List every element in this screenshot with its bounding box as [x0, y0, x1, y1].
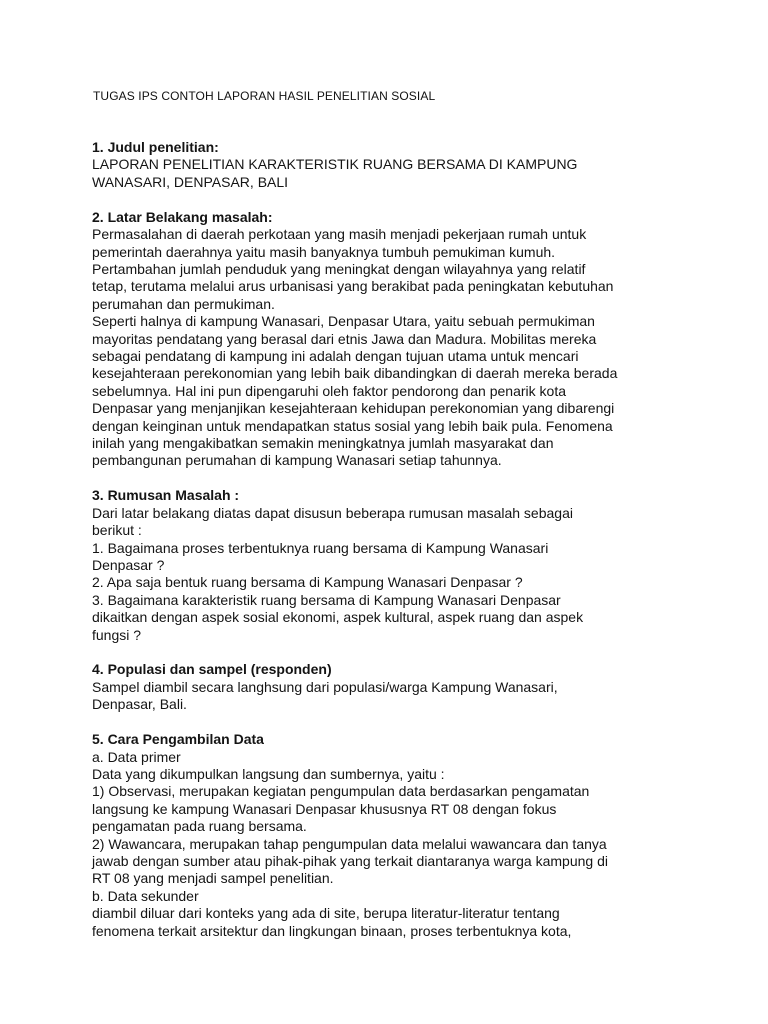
paragraph-line: dengan keinginan untuk mendapatkan status sosial yang lebih baik pula. Fenomena [92, 417, 613, 434]
paragraph-line: 1) Observasi, merupakan kegiatan pengumpulan data berdasarkan pengamatan [92, 783, 590, 800]
paragraph-line: Dari latar belakang diatas dapat disusun beberapa rumusan masalah sebagai [92, 504, 573, 521]
paragraph-line: b. Data sekunder [92, 887, 199, 904]
paragraph-line: a. Data primer [92, 748, 181, 765]
paragraph-line: Denpasar ? [92, 556, 165, 573]
paragraph-line: pembangunan perumahan di kampung Wanasari setiap tahunnya. [92, 452, 502, 469]
paragraph-line: 2. Apa saja bentuk ruang bersama di Kampung Wanasari Denpasar ? [92, 574, 523, 591]
document-section [92, 661, 692, 713]
paragraph-line: inilah yang mengakibatkan semakin meningkatnya jumlah masyarakat dan [92, 435, 554, 451]
paragraph-line: LAPORAN PENELITIAN KARAKTERISTIK RUANG BERSAMA DI KAMPUNG [92, 156, 578, 173]
paragraph-line: RT 08 yang menjadi sampel penelitian. [92, 870, 334, 887]
paragraph-line: Permasalahan di daerah perkotaan yang masih menjadi pekerjaan rumah untuk [92, 226, 587, 243]
paragraph-line: langsung ke kampung Wanasari Denpasar khususnya RT 08 dengan fokus [92, 800, 557, 817]
document-body [92, 139, 692, 958]
paragraph-line: 3. Bagaimana karakteristik ruang bersama di Kampung Wanasari Denpasar [92, 591, 561, 608]
paragraph-line: tetap, terutama melalui arus urbanisasi yang berakibat pada peningkatan kebutuhan [92, 278, 614, 295]
paragraph-line: WANASARI, DENPASAR, BALI [92, 173, 289, 190]
paragraph-line: Denpasar, Bali. [92, 696, 187, 713]
paragraph-line: mayoritas pendatang yang berasal dari etnis Jawa dan Madura. Mobilitas mereka [92, 330, 597, 347]
paragraph-line: fenomena terkait arsitektur dan lingkungan binaan, proses terbentuknya kota, [92, 922, 572, 939]
document-section [92, 139, 692, 191]
paragraph-line: kesejahteraan perekonomian yang lebih baik dibandingkan di daerah mereka berada [92, 365, 618, 382]
section-heading: 3. Rumusan Masalah : [92, 487, 240, 504]
paragraph-line: Seperti halnya di kampung Wanasari, Denpasar Utara, yaitu sebuah permukiman [92, 313, 595, 330]
section-heading: 1. Judul penelitian: [92, 139, 219, 155]
document-title: TUGAS IPS CONTOH LAPORAN HASIL PENELITIAN SOSIAL [93, 89, 436, 103]
paragraph-line: fungsi ? [92, 626, 142, 643]
paragraph-line: jawab dengan sumber atau pihak-pihak yang terkait diantaranya warga kampung di [92, 853, 608, 870]
document-section [92, 209, 692, 470]
paragraph-line: 2) Wawancara, merupakan tahap pengumpulan data melalui wawancara dan tanya [92, 835, 607, 852]
paragraph-line: berikut : [92, 522, 142, 539]
section-heading: 2. Latar Belakang masalah: [92, 208, 273, 225]
document-section [92, 731, 692, 940]
paragraph-line: 1. Bagaimana proses terbentuknya ruang bersama di Kampung Wanasari [92, 539, 549, 556]
paragraph-line: diambil diluar dari konteks yang ada di site, berupa literatur-literatur tentang [92, 905, 560, 922]
paragraph-line: sebelumnya. Hal ini pun dipengaruhi oleh faktor pendorong dan penarik kota [92, 382, 566, 399]
paragraph-line: dikaitkan dengan aspek sosial ekonomi, aspek kultural, aspek ruang dan aspek [92, 609, 584, 626]
paragraph-line: perumahan dan permukiman. [92, 295, 275, 312]
section-heading: 4. Populasi dan sampel (responden) [92, 661, 332, 678]
paragraph-line: Pertambahan jumlah penduduk yang meningkat dengan wilayahnya yang relatif [92, 260, 586, 277]
section-heading: 5. Cara Pengambilan Data [92, 731, 264, 748]
paragraph-line: Sampel diambil secara langhsung dari populasi/warga Kampung Wanasari, [92, 678, 558, 695]
paragraph-line: pengamatan pada ruang bersama. [92, 818, 307, 835]
paragraph-line: sebagai pendatang di kampung ini adalah dengan tujuan utama untuk mencari [92, 347, 579, 364]
paragraph-line: pemerintah daerahnya yaitu masih banyaknya tumbuh pemukiman kumuh. [92, 243, 556, 260]
paragraph-line: Data yang dikumpulkan langsung dan sumbernya, yaitu : [92, 766, 445, 782]
document-section [92, 487, 692, 644]
paragraph-line: Denpasar yang menjanjikan kesejahteraan kehidupan perekonomian yang dibarengi [92, 400, 615, 417]
